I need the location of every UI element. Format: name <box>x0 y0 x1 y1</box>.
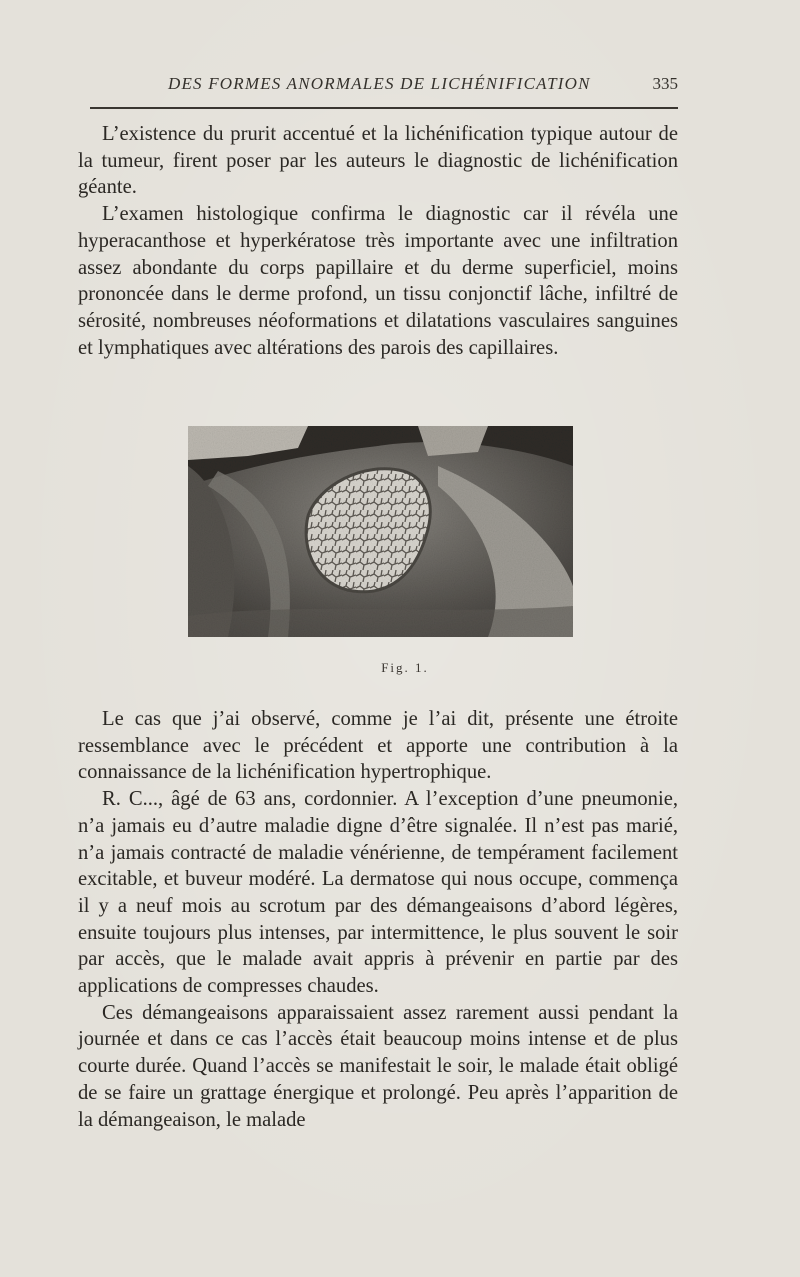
figure-photograph <box>188 426 573 637</box>
text-block-top <box>78 121 678 361</box>
paragraph: L’existence du prurit accentué et la lichénification typique autour de la tumeur, firent poser par les auteurs le diagnostic de lichénification géante. <box>78 123 678 199</box>
lesion-photo-illustration <box>188 426 573 637</box>
figure-caption: Fig. 1. <box>381 660 429 675</box>
header-rule <box>90 107 678 109</box>
paragraph: Ces démangeaisons apparaissaient assez rarement aussi pendant la journée et dans ce cas l’accès était beaucoup moins intense et de plus courte durée. Quand l’accès se manifestait le soir, le malade était obligé de se faire un grattage énergique et prolongé. Peu après l’apparition de la démangeaison, le malade <box>78 1001 678 1131</box>
page-number: 335 <box>652 74 678 93</box>
paragraph: Le cas que j’ai observé, comme je l’ai dit, présente une étroite ressemblance avec le précédent et apporte une contribution à la connaissance de la lichénification hypertrophique. <box>78 708 678 784</box>
running-head <box>78 74 680 102</box>
paragraph: R. C..., âgé de 63 ans, cordonnier. A l’exception d’une pneumonie, n’a jamais eu d’autre maladie digne d’être signalée. Il n’est pas marié, n’a jamais contracté de maladie vénérienne, de tempérament facilement excitable, et buveur modéré. La dermatose qui nous occupe, commença il y a neuf mois au scrotum par des démangeaisons d’abord légères, ensuite toujours plus intenses, par intermittence, le plus souvent le soir par accès, que le malade avait appris à prévenir en partie par des applications de compresses chaudes. <box>78 788 678 998</box>
paragraph: L’examen histologique confirma le diagnostic car il révéla une hyperacanthose et hyperkératose très importante avec une infiltration assez abondante du corps papillaire et du derme superficiel, moins prononcée dans le derme profond, un tissu conjonctif lâche, infiltré de sérosité, nombreuses néoformations et dilatations vasculaires sanguines et lymphatiques avec altérations des parois des capillaires. <box>78 203 678 359</box>
text-block-bottom <box>78 706 678 1133</box>
running-title: DES FORMES ANORMALES DE LICHÉNIFICATION <box>168 74 591 93</box>
